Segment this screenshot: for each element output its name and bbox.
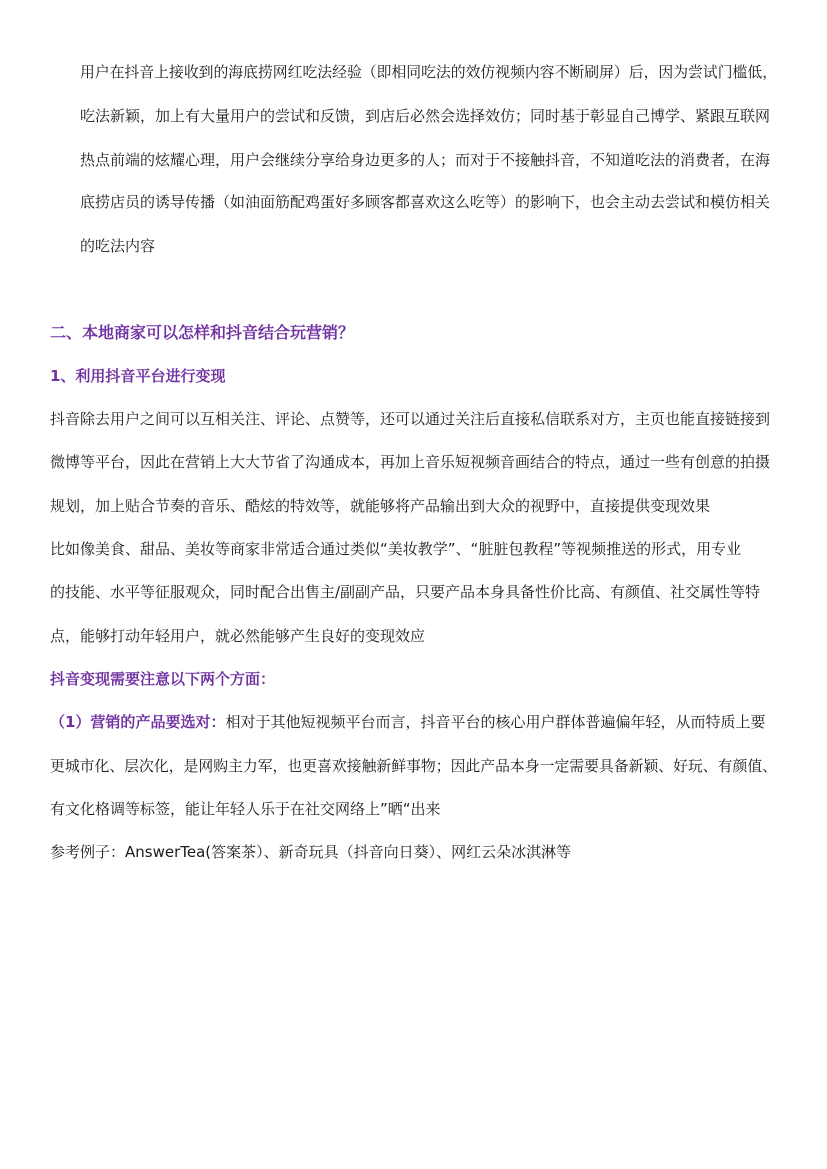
point-1-line-2: 更城市化、层次化，是网购主力军，也更喜欢接触新鲜事物；因此产品本身一定需要具备新颖、好玩、有颜值、 [50,757,778,775]
point-1-label: （1）营销的产品要选对： [50,713,226,731]
paragraph-2-line-1: 比如像美食、甜品、美妆等商家非常适合通过类似“美妆教学”、“脏脏包教程”等视频推送的形式，用专业 [50,540,742,558]
point-1-line-3: 有文化格调等标签，能让年轻人乐于在社交网络上”晒“出来 [50,800,441,818]
intro-line-4: 底捞店员的诱导传播（如油面筋配鸡蛋好多顾客都喜欢这么吃等）的影响下，也会主动去尝试和模仿相关 [80,193,771,211]
paragraph-1-line-2: 微博等平台，因此在营销上大大节省了沟通成本，再加上音乐短视频音画结合的特点，通过一些有创意的拍摄 [50,453,771,471]
intro-line-2: 吃法新颖，加上有大量用户的尝试和反馈，到店后必然会选择效仿；同时基于彰显自己博学、紧跟互联网 [80,107,771,125]
example-line: 参考例子：AnswerTea(答案茶）、新奇玩具（抖音向日葵）、网红云朵冰淇淋等 [50,843,572,861]
intro-line-3: 热点前端的炫耀心理，用户会继续分享给身边更多的人；而对于不接触抖音，不知道吃法的消费者，在海 [80,151,771,169]
paragraph-2-line-3: 点，能够打动年轻用户，就必然能够产生良好的变现效应 [50,627,426,645]
subsection-heading: 1、利用抖音平台进行变现 [50,367,226,385]
point-1-line-1 [50,712,765,732]
section-heading: 二、本地商家可以怎样和抖音结合玩营销？ [50,323,355,342]
intro-line-5: 的吃法内容 [80,237,156,255]
notice-heading: 抖音变现需要注意以下两个方面： [50,670,276,688]
paragraph-1-line-1: 抖音除去用户之间可以互相关注、评论、点赞等，还可以通过关注后直接私信联系对方，主页也能直接链接到 [50,410,771,428]
paragraph-2-line-2: 的技能、水平等征服观众，同时配合出售主/副副产品，只要产品本身具备性价比高、有颜值、社交属性等特 [50,583,761,601]
point-1-text: 相对于其他短视频平台而言，抖音平台的核心用户群体普遍偏年轻，从而特质上要 [225,713,766,731]
paragraph-1-line-3: 规划，加上贴合节奏的音乐、酷炫的特效等，就能够将产品输出到大众的视野中，直接提供变现效果 [50,497,711,515]
intro-line-1: 用户在抖音上接收到的海底捞网红吃法经验（即相同吃法的效仿视频内容不断刷屏）后，因为尝试门槛低， [80,63,778,81]
